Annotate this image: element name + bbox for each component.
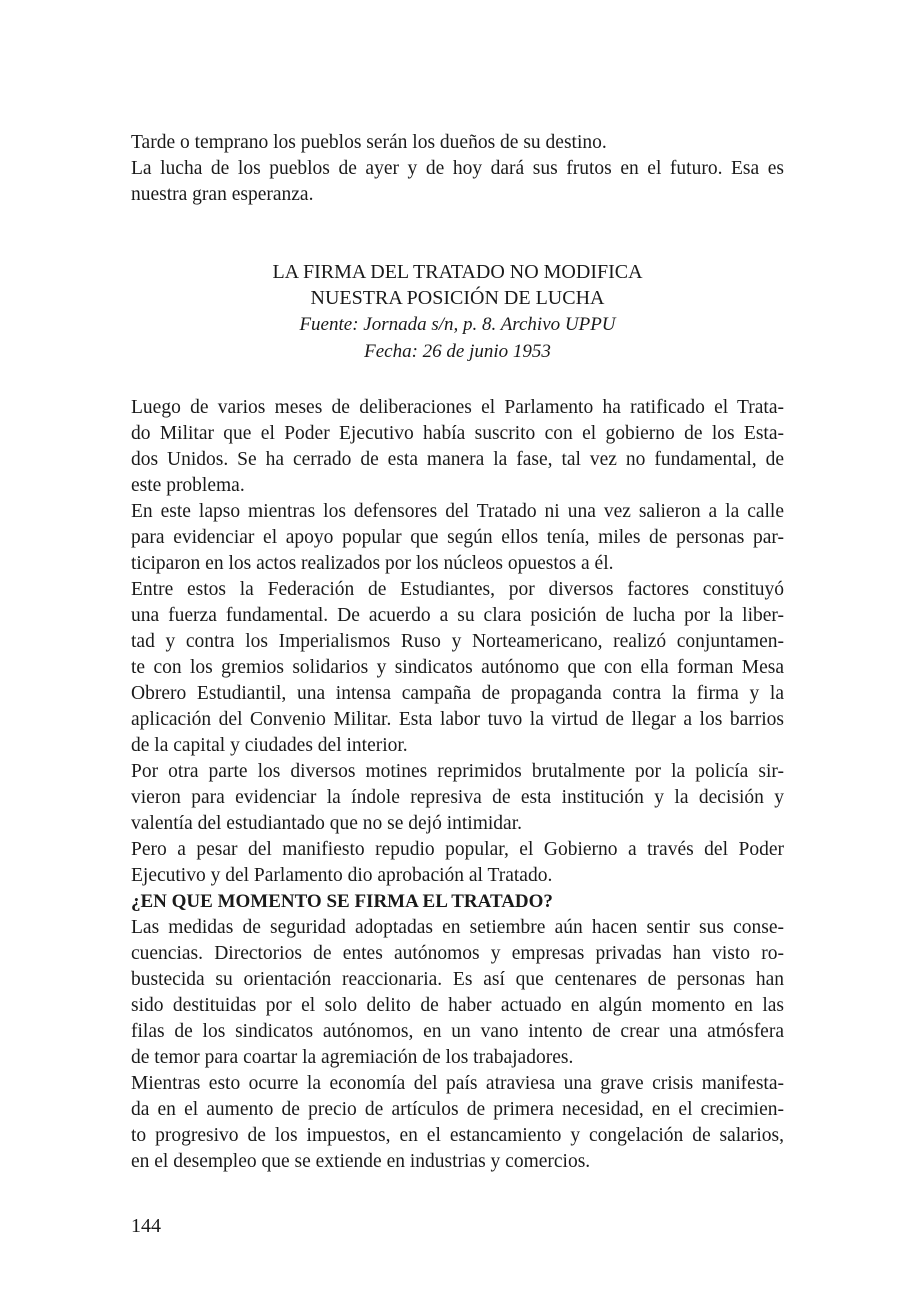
text-line: cuencias. Directorios de entes autónomos y empresas privadas han visto ro-	[131, 943, 784, 964]
article-title	[131, 259, 784, 311]
title-line: LA FIRMA DEL TRATADO NO MODIFICA	[272, 261, 643, 283]
text-line: de la capital y ciudades del interior.	[131, 735, 408, 756]
title-line: NUESTRA POSICIÓN DE LUCHA	[310, 287, 605, 309]
body-paragraph-5	[131, 837, 784, 889]
text-line: este problema.	[131, 475, 245, 496]
date-line: Fecha: 26 de junio 1953	[364, 341, 551, 362]
text-line: Tarde o temprano los pueblos serán los dueños de su destino.	[131, 132, 607, 153]
text-line: Pero a pesar del manifiesto repudio popular, el Gobierno a través del Poder	[131, 839, 784, 860]
text-line: aplicación del Convenio Militar. Esta labor tuvo la virtud de llegar a los barrios	[131, 709, 784, 730]
body-paragraph-7	[131, 1071, 784, 1175]
body-paragraph-4	[131, 759, 784, 837]
text-line: Luego de varios meses de deliberaciones el Parlamento ha ratificado el Trata-	[131, 397, 784, 418]
text-line: sido destituidas por el solo delito de haber actuado en algún momento en las	[131, 995, 784, 1016]
text-line: en el desempleo que se extiende en industrias y comercios.	[131, 1151, 591, 1172]
text-line: Entre estos la Federación de Estudiantes, por diversos factores constituyó	[131, 579, 784, 600]
text-line: te con los gremios solidarios y sindicatos autónomo que con ella forman Mesa	[131, 657, 784, 678]
text-line: bustecida su orientación reaccionaria. Es así que centenares de personas han	[131, 969, 784, 990]
section-subheading: ¿EN QUE MOMENTO SE FIRMA EL TRATADO?	[131, 891, 553, 912]
text-line: filas de los sindicatos autónomos, en un vano intento de crear una atmósfera	[131, 1021, 784, 1042]
article-source	[131, 311, 784, 365]
source-line: Fuente: Jornada s/n, p. 8. Archivo UPPU	[299, 314, 616, 335]
text-line: La lucha de los pueblos de ayer y de hoy dará sus frutos en el futuro. Esa es	[131, 158, 784, 179]
text-line: dos Unidos. Se ha cerrado de esta manera la fase, tal vez no fundamental, de	[131, 449, 784, 470]
text-line: ticiparon en los actos realizados por los núcleos opuestos a él.	[131, 553, 614, 574]
body-paragraph-3	[131, 577, 784, 759]
text-line: Obrero Estudiantil, una intensa campaña de propaganda contra la firma y la	[131, 683, 784, 704]
text-line: Mientras esto ocurre la economía del país atraviesa una grave crisis manifesta-	[131, 1073, 784, 1094]
body-paragraph-6	[131, 915, 784, 1071]
text-line: valentía del estudiantado que no se dejó intimidar.	[131, 813, 522, 834]
text-line: da en el aumento de precio de artículos de primera necesidad, en el crecimien-	[131, 1099, 784, 1120]
text-line: to progresivo de los impuestos, en el estancamiento y congelación de salarios,	[131, 1125, 784, 1146]
text-line: Ejecutivo y del Parlamento dio aprobación al Tratado.	[131, 865, 553, 886]
body-paragraph-2	[131, 499, 784, 577]
body-paragraph-1	[131, 395, 784, 499]
text-line: una fuerza fundamental. De acuerdo a su clara posición de lucha por la liber-	[131, 605, 784, 626]
text-line: En este lapso mientras los defensores del Tratado ni una vez salieron a la calle	[131, 501, 784, 522]
page-content	[131, 130, 784, 1175]
text-line: Las medidas de seguridad adoptadas en setiembre aún hacen sentir sus conse-	[131, 917, 784, 938]
text-line: para evidenciar el apoyo popular que según ellos tenía, miles de personas par-	[131, 527, 784, 548]
text-line: de temor para coartar la agremiación de los trabajadores.	[131, 1047, 574, 1068]
text-line: nuestra gran esperanza.	[131, 184, 314, 205]
text-line: vieron para evidenciar la índole represiva de esta institución y la decisión y	[131, 787, 784, 808]
text-line: Por otra parte los diversos motines reprimidos brutalmente por la policía sir-	[131, 761, 784, 782]
text-line: do Militar que el Poder Ejecutivo había suscrito con el gobierno de los Esta-	[131, 423, 784, 444]
page-number: 144	[131, 1215, 161, 1237]
intro-paragraph	[131, 130, 784, 208]
text-line: tad y contra los Imperialismos Ruso y Norteamericano, realizó conjuntamen-	[131, 631, 784, 652]
